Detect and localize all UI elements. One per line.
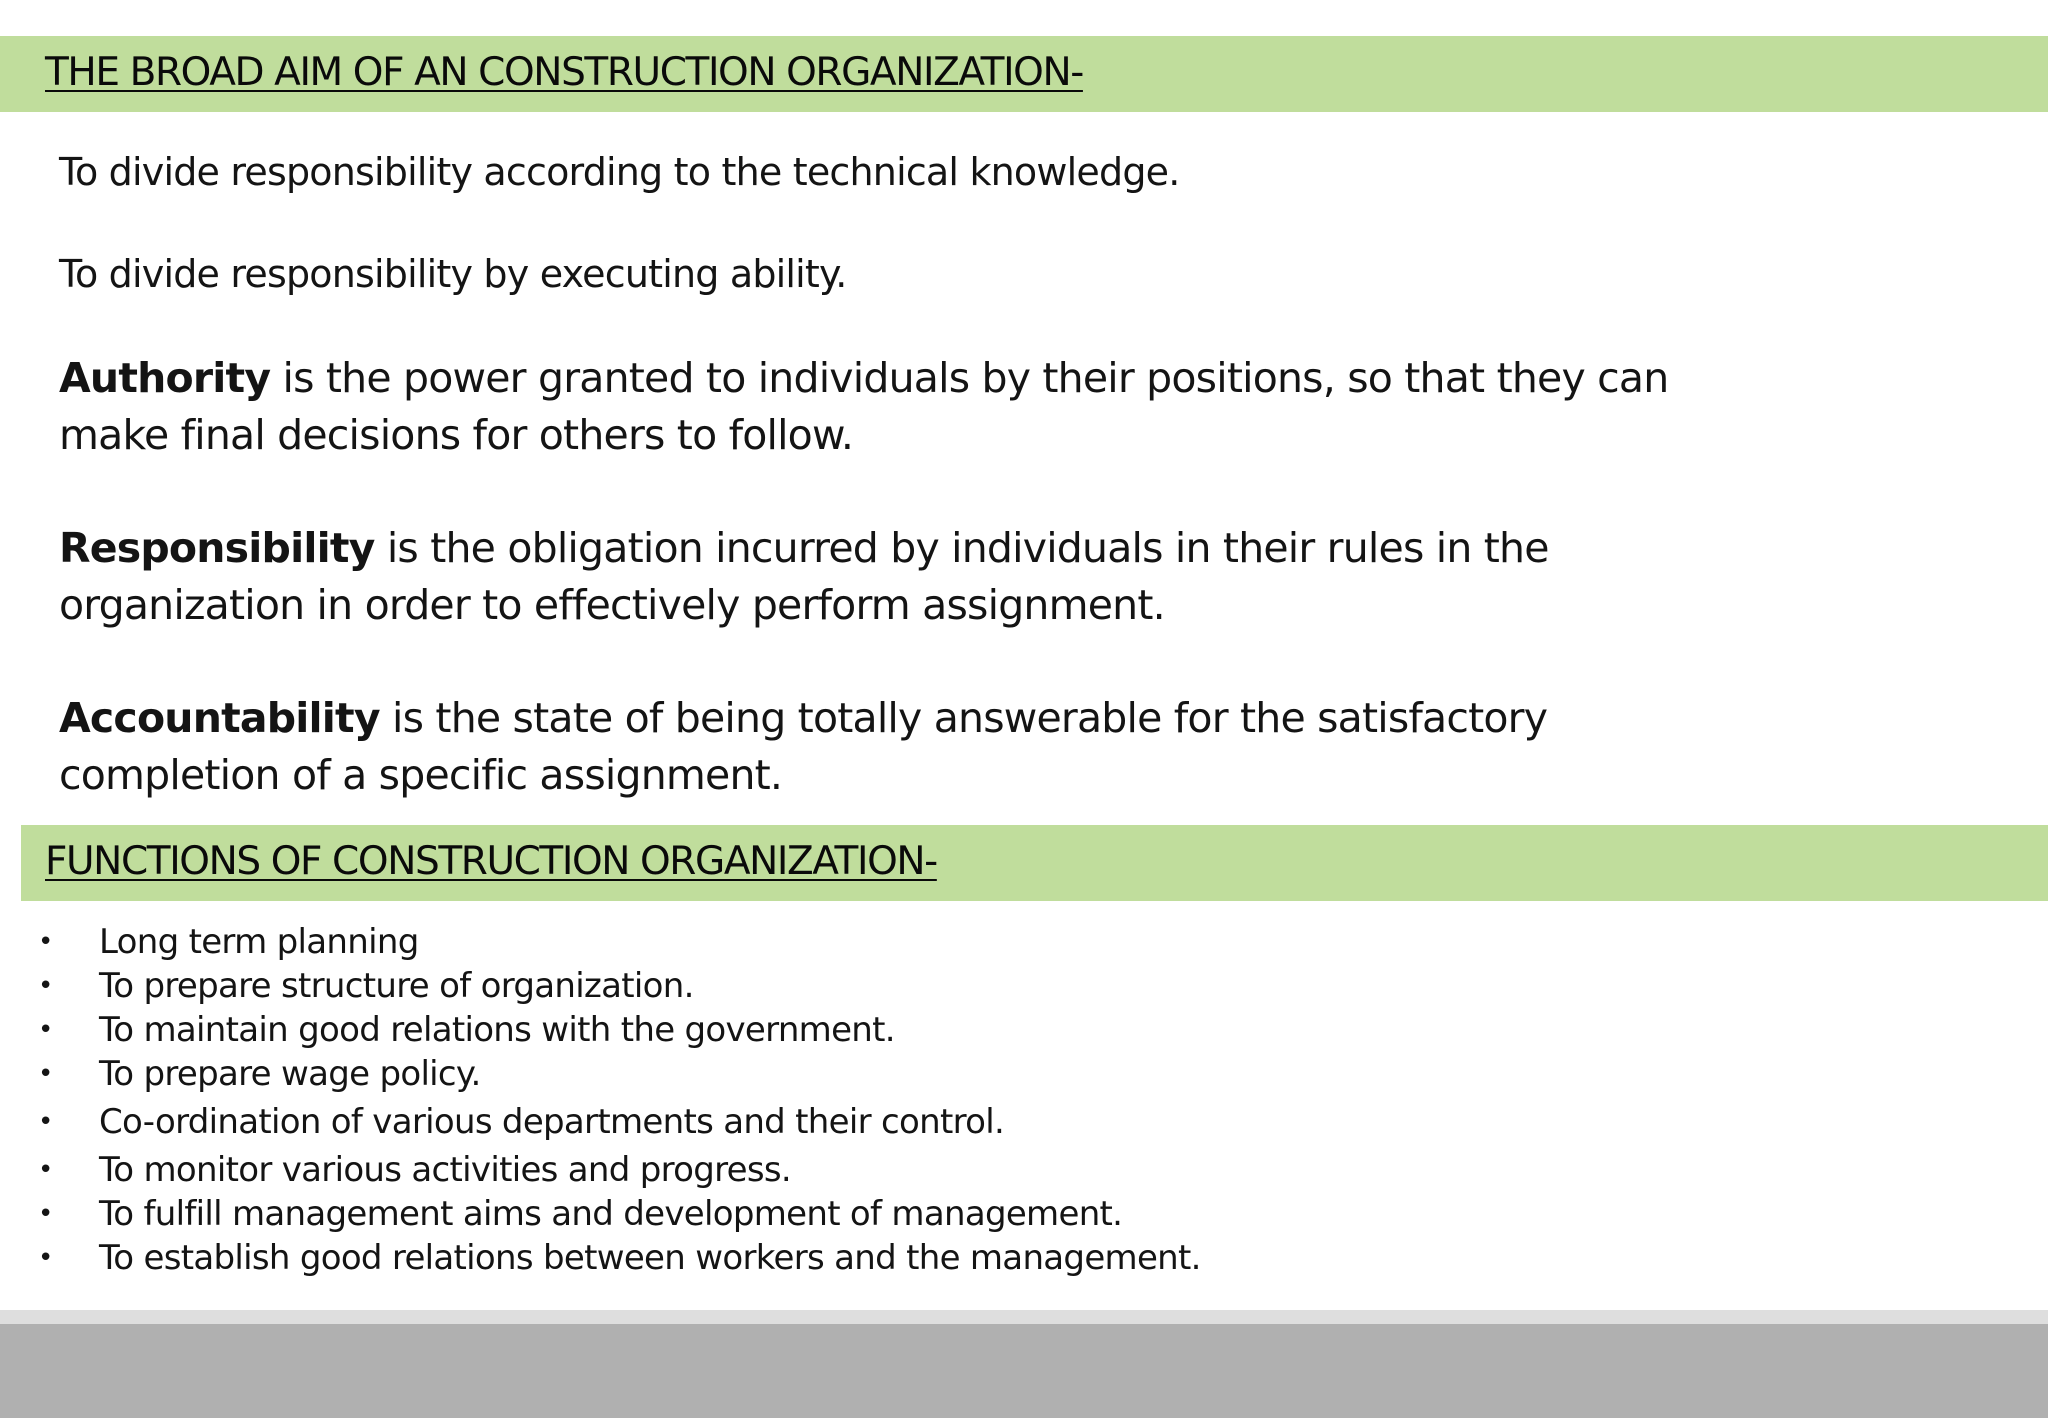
definition-term: Responsibility: [59, 524, 375, 572]
definition-text-continued: organization in order to effectively perform assignment.: [59, 581, 1165, 629]
bullet-icon: •: [38, 1107, 53, 1137]
list-item-text: To prepare structure of organization.: [99, 966, 694, 1006]
section-heading-aims: THE BROAD AIM OF AN CONSTRUCTION ORGANIZATION-: [45, 50, 1083, 95]
definition-text: is the power granted to individuals by their positions, so that they can: [270, 354, 1669, 402]
footer-bar: [0, 1324, 2048, 1418]
section-heading-functions: FUNCTIONS OF CONSTRUCTION ORGANIZATION-: [45, 839, 937, 884]
section-header-band-functions: [21, 825, 2048, 901]
definition-accountability: [59, 690, 1547, 804]
footer-divider: [0, 1310, 2048, 1324]
definition-term: Authority: [59, 354, 271, 402]
definition-term: Accountability: [59, 694, 380, 742]
list-item-text: To maintain good relations with the government.: [99, 1010, 895, 1050]
bullet-icon: •: [38, 1155, 53, 1185]
bullet-icon: •: [38, 1059, 53, 1089]
definition-text-continued: completion of a specific assignment.: [59, 751, 783, 799]
bullet-icon: •: [38, 927, 53, 957]
definition-authority: [59, 350, 1668, 464]
bullet-icon: •: [38, 1243, 53, 1273]
list-item-text: To establish good relations between workers and the management.: [99, 1238, 1201, 1278]
list-item-text: To prepare wage policy.: [99, 1054, 481, 1094]
bullet-icon: •: [38, 971, 53, 1001]
bullet-icon: •: [38, 1015, 53, 1045]
list-item-text: Long term planning: [99, 922, 419, 962]
aim-line-technical: To divide responsibility according to the technical knowledge.: [59, 150, 1180, 194]
section-header-band-aims: [0, 36, 2048, 112]
bullet-icon: •: [38, 1199, 53, 1229]
definition-text-continued: make final decisions for others to follow.: [59, 411, 854, 459]
definition-text: is the obligation incurred by individuals in their rules in the: [374, 524, 1549, 572]
list-item-text: Co-ordination of various departments and their control.: [99, 1102, 1005, 1142]
definition-text: is the state of being totally answerable for the satisfactory: [379, 694, 1548, 742]
list-item-text: To monitor various activities and progress.: [99, 1150, 792, 1190]
list-item-text: To fulfill management aims and development of management.: [99, 1194, 1123, 1234]
definition-responsibility: [59, 520, 1549, 634]
aim-line-executing: To divide responsibility by executing ability.: [59, 252, 847, 296]
